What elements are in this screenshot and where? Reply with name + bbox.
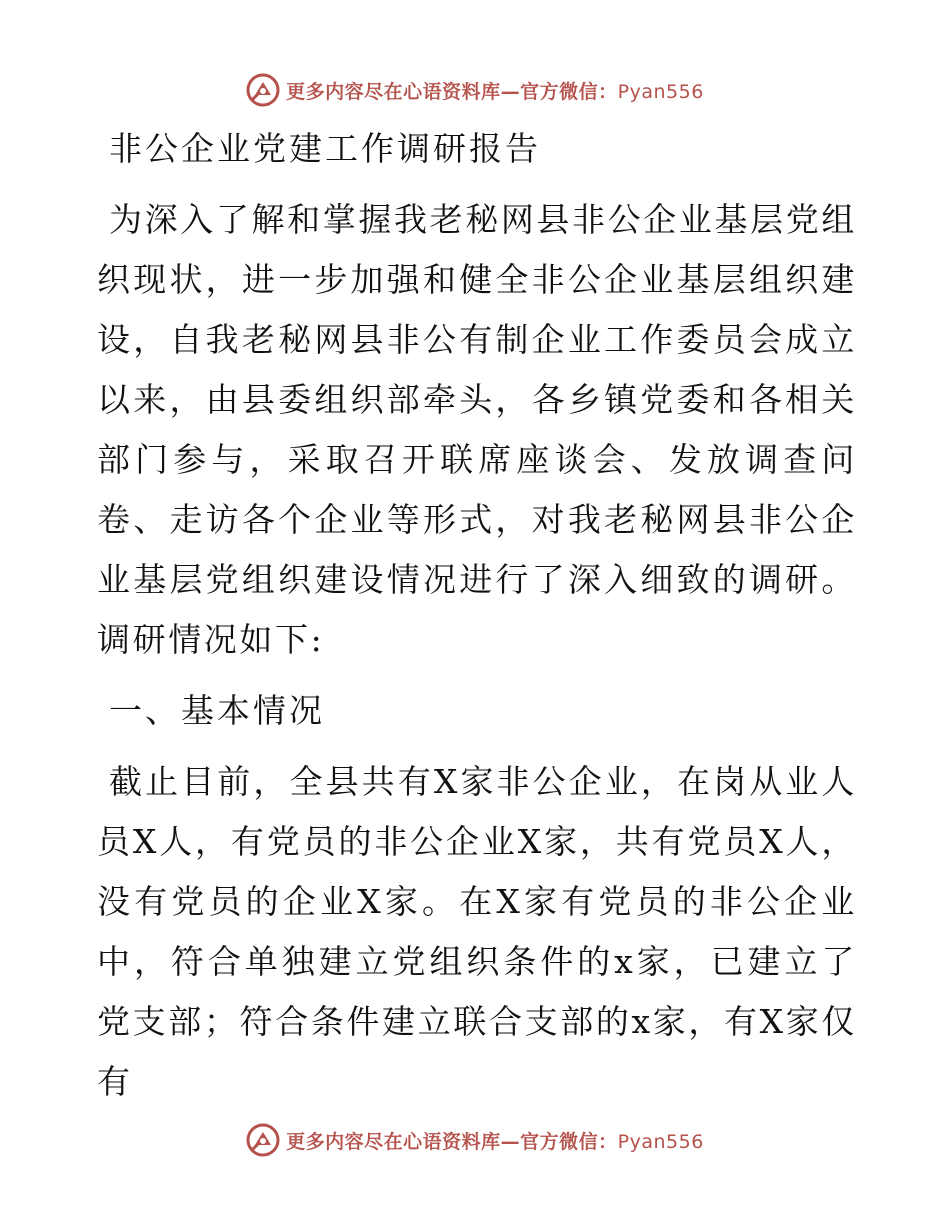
section-heading: 一、基本情况 <box>109 691 325 730</box>
logo-icon <box>246 1123 280 1157</box>
footer-banner <box>0 1120 950 1160</box>
banner-text: 更多内容尽在心语资料库—官方微信：Pyan556 <box>286 1130 704 1153</box>
document-title: 非公企业党建工作调研报告 <box>109 129 541 168</box>
header-banner <box>0 70 950 110</box>
logo-icon <box>246 73 280 107</box>
banner-text: 更多内容尽在心语资料库—官方微信：Pyan556 <box>286 80 704 103</box>
section-paragraph: 截止目前，全县共有X家非公企业，在岗从业人员X人，有党员的非公企业X家，共有党员X人，没有党员的企业X家。在X家有党员的非公企业中，符合单独建立党组织条件的x家，已建立了党支部；符合条件建立联合支部的x家，有X家仅有 <box>97 762 857 1101</box>
document-body <box>97 122 857 1126</box>
intro-paragraph: 为深入了解和掌握我老秘网县非公企业基层党组织现状，进一步加强和健全非公企业基层组织建设，自我老秘网县非公有制企业工作委员会成立以来，由县委组织部牵头，各乡镇党委和各相关部门参与，采取召开联席座谈会、发放调查问卷、走访各个企业等形式，对我老秘网县非公企业基层党组织建设情况进行了深入细致的调研。调研情况如下: <box>97 200 857 659</box>
